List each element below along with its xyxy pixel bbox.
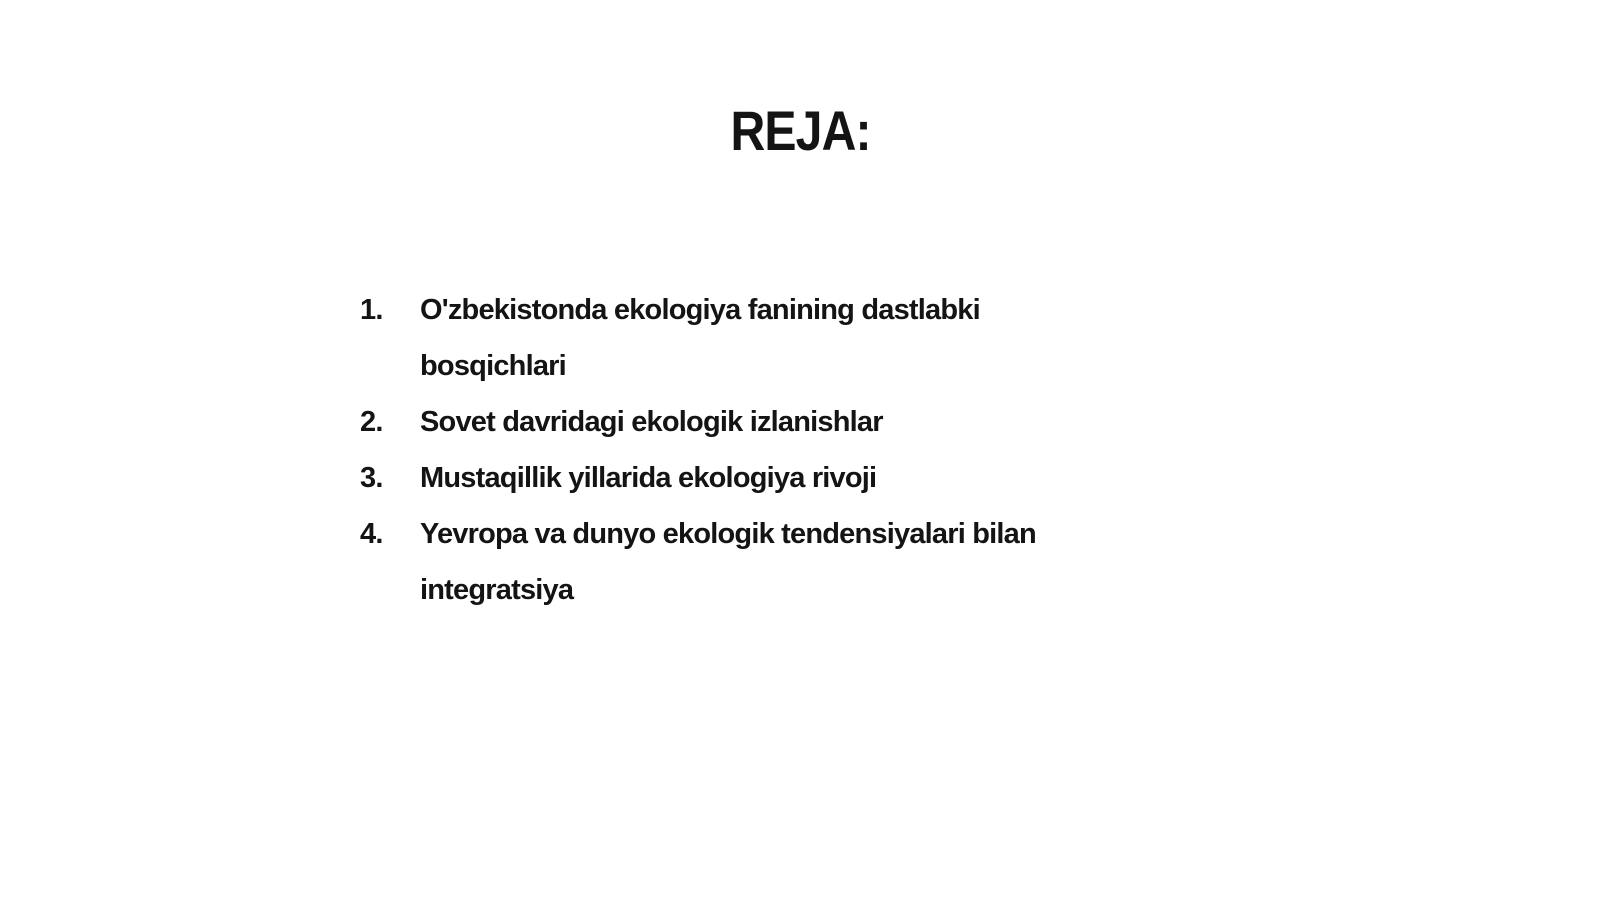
plan-item-text: Mustaqillik yillarida ekologiya rivoji bbox=[420, 462, 877, 494]
plan-item-number: 1. bbox=[360, 294, 383, 326]
plan-item-number: 4. bbox=[360, 518, 383, 550]
plan-list bbox=[360, 282, 1120, 618]
slide-title: REJA: bbox=[730, 99, 871, 162]
plan-item-number: 3. bbox=[360, 462, 383, 494]
plan-item-text: O'zbekistonda ekologiya fanining dastlabki bosqichlari bbox=[420, 294, 980, 382]
plan-item-text: Yevropa va dunyo ekologik tendensiyalari bilan integratsiya bbox=[420, 518, 1036, 606]
plan-item-text: Sovet davridagi ekologik izlanishlar bbox=[420, 406, 883, 438]
plan-item-3 bbox=[360, 450, 1120, 506]
plan-item-1 bbox=[360, 282, 1120, 394]
plan-item-2 bbox=[360, 394, 1120, 450]
plan-item-number: 2. bbox=[360, 406, 383, 438]
plan-item-4 bbox=[360, 506, 1120, 618]
